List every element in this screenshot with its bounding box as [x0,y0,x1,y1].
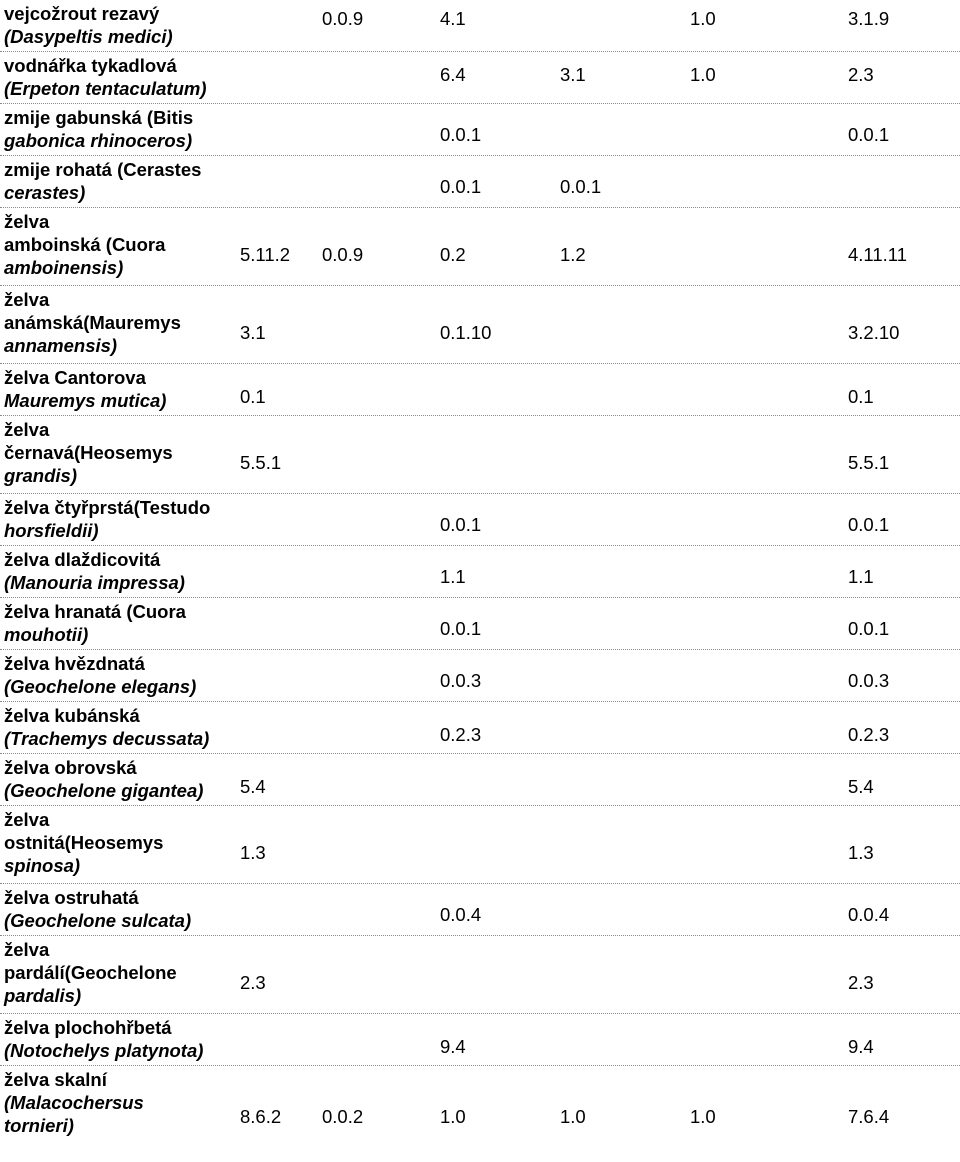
count-cell: 0.0.1 [440,514,482,535]
species-name [4,756,232,802]
count-cell: 0.0.9 [322,8,364,29]
species-name-line: gabonica rhinoceros) [4,130,193,151]
species-name-line: ostnitá(Heosemys [4,832,164,853]
species-name [4,288,232,357]
count-cell: 4.1 [440,8,466,29]
species-name-line: želva [4,289,50,310]
species-name-line: pardálí(Geochelone [4,962,177,983]
species-name [4,1016,232,1062]
table-row [0,364,960,416]
count-cell: 0.1 [848,386,874,407]
count-cell: 5.4 [240,776,266,797]
count-cell: 3.1 [240,322,266,343]
species-name [4,600,232,646]
species-name-line: želva hranatá (Cuora [4,601,186,622]
species-name-line: želva plochohřbetá [4,1017,172,1038]
species-name [4,548,232,594]
count-cell: 1.3 [240,842,266,863]
table-row [0,702,960,754]
species-name [4,158,232,204]
table-row [0,104,960,156]
species-name-line: amboinensis) [4,257,124,278]
count-cell: 1.0 [440,1106,466,1127]
species-name-line: cerastes) [4,182,86,203]
count-cell: 2.3 [848,972,874,993]
count-cell: 5.5.1 [848,452,890,473]
species-name-line: (Notochelys platynota) [4,1040,204,1061]
species-name-line: horsfieldii) [4,520,99,541]
species-name [4,1068,232,1137]
count-cell: 1.3 [848,842,874,863]
species-name-line: zmije rohatá (Cerastes [4,159,202,180]
count-cell: 0.1 [240,386,266,407]
count-cell: 9.4 [848,1036,874,1057]
species-name-line: želva obrovská [4,757,137,778]
count-cell: 0.0.1 [440,618,482,639]
species-name [4,106,232,152]
table-row [0,598,960,650]
count-cell: 4.11.11 [848,244,907,265]
count-cell: 0.0.9 [322,244,364,265]
table-row [0,286,960,364]
species-name-line: (Erpeton tentaculatum) [4,78,207,99]
count-cell: 6.4 [440,64,466,85]
count-cell: 1.0 [560,1106,586,1127]
table-row [0,416,960,494]
species-name-line: černavá(Heosemys [4,442,173,463]
species-name-line: želva [4,211,50,232]
count-cell: 0.1.10 [440,322,492,343]
table-row [0,650,960,702]
species-name-line: (Geochelone gigantea) [4,780,204,801]
table-row [0,754,960,806]
count-cell: 2.3 [848,64,874,85]
species-name-line: annamensis) [4,335,118,356]
species-name-line: (Geochelone sulcata) [4,910,192,931]
species-name-line: (Dasypeltis medici) [4,26,173,47]
species-name [4,2,232,48]
table-row [0,884,960,936]
table-row [0,546,960,598]
species-name-line: (Geochelone elegans) [4,676,197,697]
count-cell: 1.0 [690,64,716,85]
count-cell: 7.6.4 [848,1106,890,1127]
species-name-line: (Malacochersus [4,1092,144,1113]
count-cell: 0.0.1 [440,124,482,145]
count-cell: 1.1 [848,566,874,587]
species-name-line: pardalis) [4,985,82,1006]
species-name-line: želva [4,419,50,440]
count-cell: 1.0 [690,1106,716,1127]
species-name [4,210,232,279]
count-cell: 5.4 [848,776,874,797]
species-name-line: želva dlaždicovitá [4,549,161,570]
species-name-line: tornieri) [4,1115,74,1136]
species-name-line: grandis) [4,465,77,486]
count-cell: 0.0.3 [440,670,482,691]
species-name-line: spinosa) [4,855,81,876]
species-name-line: vejcožrout rezavý [4,3,160,24]
species-name-line: želva Cantorova [4,367,146,388]
species-name-line: mouhotii) [4,624,89,645]
species-name-line: zmije gabunská (Bitis [4,107,194,128]
species-name-line: želva ostruhatá [4,887,139,908]
count-cell: 9.4 [440,1036,466,1057]
count-cell: 3.1.9 [848,8,890,29]
count-cell: 0.0.1 [848,124,890,145]
table-row [0,208,960,286]
count-cell: 0.0.3 [848,670,890,691]
count-cell: 1.0 [690,8,716,29]
count-cell: 0.0.1 [560,176,602,197]
count-cell: 1.2 [560,244,586,265]
count-cell: 3.1 [560,64,586,85]
table-row [0,156,960,208]
species-name-line: želva [4,809,50,830]
count-cell: 0.0.1 [440,176,482,197]
species-name [4,704,232,750]
count-cell: 0.0.4 [848,904,890,925]
species-name-line: vodnářka tykadlová [4,55,177,76]
species-name-line: anámská(Mauremys [4,312,181,333]
species-name-line: Mauremys mutica) [4,390,167,411]
count-cell: 0.2 [440,244,466,265]
count-cell: 3.2.10 [848,322,900,343]
table-row [0,1014,960,1066]
species-name-line: želva skalní [4,1069,107,1090]
count-cell: 2.3 [240,972,266,993]
species-name [4,938,232,1007]
species-name [4,652,232,698]
count-cell: 0.0.4 [440,904,482,925]
table-row [0,1066,960,1162]
count-cell: 1.1 [440,566,466,587]
count-cell: 0.0.1 [848,618,890,639]
species-name-line: amboinská (Cuora [4,234,166,255]
table-row [0,0,960,52]
count-cell: 0.0.1 [848,514,890,535]
count-cell: 0.2.3 [848,724,890,745]
species-name-line: želva kubánská [4,705,140,726]
count-cell: 0.2.3 [440,724,482,745]
species-name [4,54,232,100]
table-row [0,494,960,546]
species-name [4,496,232,542]
species-name [4,418,232,487]
count-cell: 8.6.2 [240,1106,282,1127]
species-name [4,808,232,877]
count-cell: 5.11.2 [240,244,291,265]
table-row [0,52,960,104]
species-name-line: (Trachemys decussata) [4,728,210,749]
species-name-line: želva čtyřprstá(Testudo [4,497,211,518]
species-name-line: želva hvězdnatá [4,653,145,674]
table-row [0,936,960,1014]
table-row [0,806,960,884]
species-name [4,366,232,412]
species-name [4,886,232,932]
count-cell: 0.0.2 [322,1106,364,1127]
species-name-line: želva [4,939,50,960]
species-name-line: (Manouria impressa) [4,572,185,593]
count-cell: 5.5.1 [240,452,282,473]
